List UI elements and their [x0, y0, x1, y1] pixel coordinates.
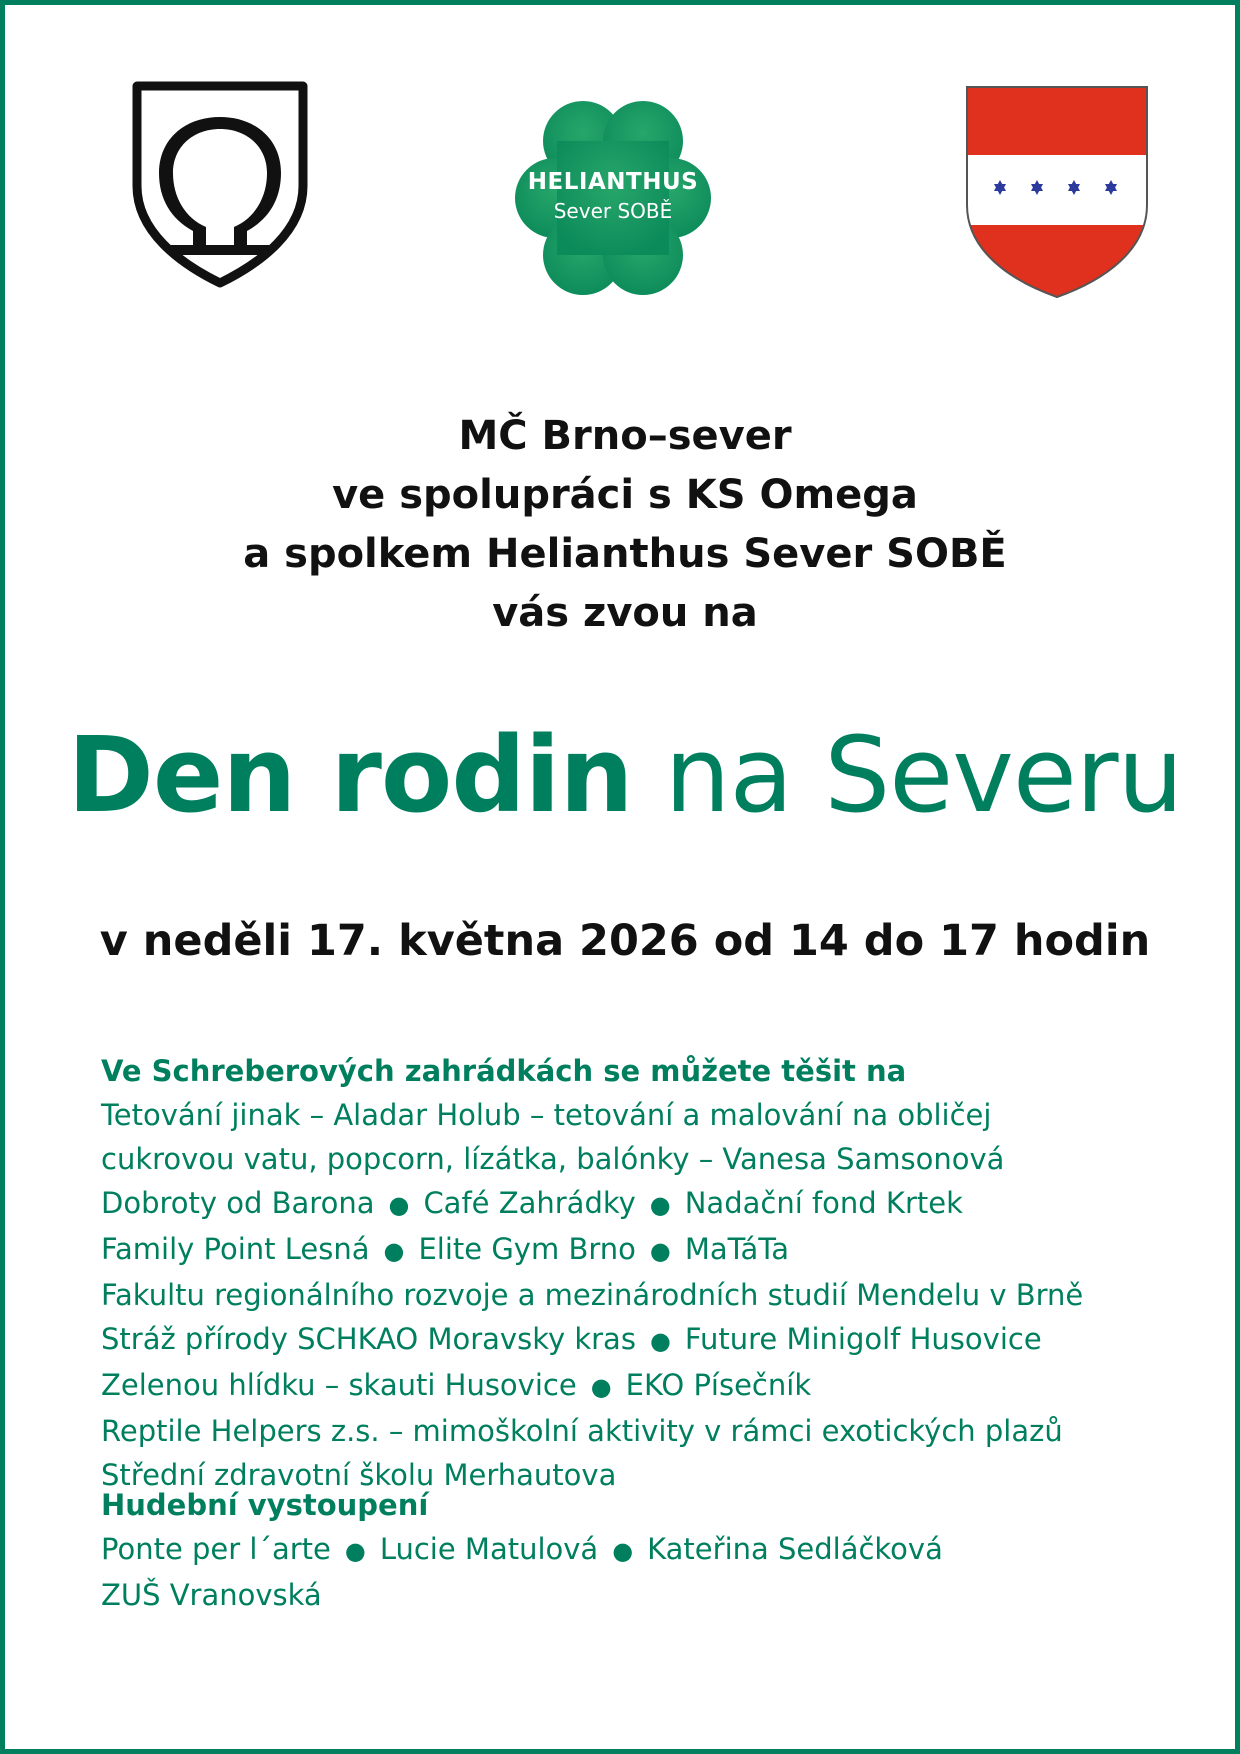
attraction-line — [101, 1409, 1201, 1453]
attraction-item: Stráž přírody SCHKAO Moravsky kras — [101, 1322, 636, 1356]
intro-block — [5, 407, 1240, 643]
attraction-line — [101, 1317, 1201, 1363]
music-line — [101, 1527, 1201, 1573]
bullet-separator: ● — [590, 1373, 612, 1401]
music-item: Lucie Matulová — [379, 1532, 599, 1566]
attractions-heading: Ve Schreberových zahrádkách se můžete těšit na — [101, 1054, 907, 1088]
clover-icon — [507, 93, 719, 303]
attractions-section — [101, 1049, 1201, 1497]
helianthus-logo — [507, 93, 719, 303]
bullet-separator: ● — [612, 1537, 634, 1565]
bullet-separator: ● — [344, 1537, 366, 1565]
attraction-item: MaTáTa — [684, 1232, 789, 1266]
attraction-item: Tetování jinak – Aladar Holub – tetování a malování na obličej — [101, 1098, 992, 1132]
music-line — [101, 1573, 1201, 1617]
music-item: Kateřina Sedláčková — [647, 1532, 943, 1566]
bullet-separator: ● — [649, 1327, 671, 1355]
attraction-line — [101, 1137, 1201, 1181]
attraction-line — [101, 1273, 1201, 1317]
intro-line: MČ Brno–sever — [458, 413, 792, 459]
attraction-item: cukrovou vatu, popcorn, lízátka, balónky – Vanesa Samsonová — [101, 1142, 1005, 1176]
omega-shield-icon — [131, 81, 309, 288]
bullet-separator: ● — [383, 1237, 405, 1265]
intro-line: ve spolupráci s KS Omega — [332, 472, 918, 518]
music-item: ZUŠ Vranovská — [101, 1578, 322, 1612]
intro-line: a spolkem Helianthus Sever SOBĚ — [243, 531, 1007, 577]
music-heading: Hudební vystoupení — [101, 1488, 429, 1522]
attraction-item: EKO Písečník — [625, 1368, 812, 1402]
attraction-item: Střední zdravotní školu Merhautova — [101, 1458, 617, 1492]
attraction-line — [101, 1181, 1201, 1227]
attractions-list — [101, 1093, 1201, 1497]
intro-line: vás zvou na — [492, 590, 758, 636]
attraction-item: Reptile Helpers z.s. – mimoškolní aktivity v rámci exotických plazů — [101, 1414, 1063, 1448]
event-title-light: na Severu — [664, 714, 1183, 836]
attraction-line — [101, 1363, 1201, 1409]
event-title-bold: Den rodin — [67, 714, 633, 836]
attraction-item: Nadační fond Krtek — [684, 1186, 963, 1220]
music-item: Ponte per l´arte — [101, 1532, 331, 1566]
music-list — [101, 1527, 1201, 1617]
event-date: v neděli 17. května 2026 od 14 do 17 hodin — [99, 916, 1151, 966]
attraction-item: Café Zahrádky — [423, 1186, 636, 1220]
attraction-item: Future Minigolf Husovice — [684, 1322, 1042, 1356]
coat-of-arms-icon — [965, 85, 1149, 299]
clover-logo-line1: HELIANTHUS — [527, 169, 699, 195]
attraction-item: Dobroty od Barona — [101, 1186, 375, 1220]
attraction-item: Zelenou hlídku – skauti Husovice — [101, 1368, 577, 1402]
clover-logo-line2: Sever SOBĚ — [553, 199, 673, 223]
bullet-separator: ● — [388, 1191, 410, 1219]
bullet-separator: ● — [649, 1237, 671, 1265]
music-section — [101, 1483, 1201, 1617]
attraction-item: Family Point Lesná — [101, 1232, 370, 1266]
attraction-line — [101, 1093, 1201, 1137]
event-title — [5, 710, 1240, 840]
attraction-item: Elite Gym Brno — [418, 1232, 636, 1266]
attraction-item: Fakultu regionálního rozvoje a mezinárodních studií Mendelu v Brně — [101, 1278, 1084, 1312]
attraction-line — [101, 1227, 1201, 1273]
bullet-separator: ● — [649, 1191, 671, 1219]
